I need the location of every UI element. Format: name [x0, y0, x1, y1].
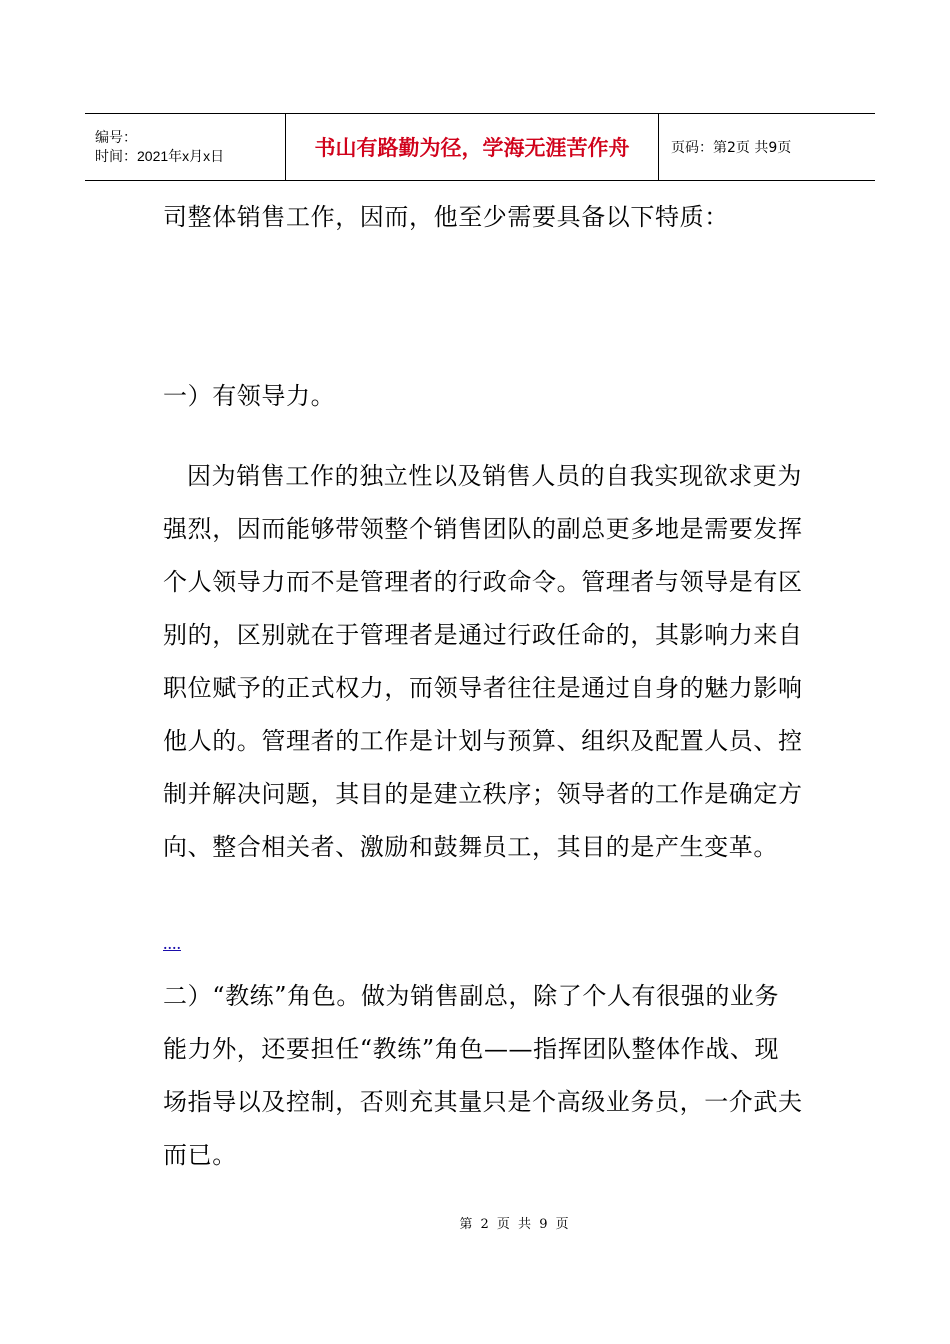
time-label: 时间：2021年x月x日 — [95, 148, 225, 164]
intro-text: 司整体销售工作，因而，他至少需要具备以下特质： — [163, 203, 729, 231]
section2-paragraph: 二）“教练”角色。做为销售副总，除了个人有很强的业务能力外，还要担任“教练”角色——指挥团队整体作战、现场指导以及控制，否则充其量只是个高级业务员，一介武夫而已。 — [163, 982, 803, 1169]
number-label: 编号： — [95, 129, 137, 145]
section1-title: 一）有领导力。 — [163, 382, 336, 410]
header-motto-cell — [286, 114, 659, 180]
header-page-info: 页码：第2页 共9页 — [671, 140, 792, 156]
page-footer — [0, 1213, 950, 1232]
intro-paragraph — [163, 191, 803, 244]
header-page-cell — [659, 114, 875, 180]
more-link[interactable]: .... — [163, 933, 181, 953]
section1-paragraph: 因为销售工作的独立性以及销售人员的自我实现欲求更为强烈，因而能够带领整个销售团队的副总更多地是需要发挥个人领导力而不是管理者的行政命令。管理者与领导是有区别的，区别就在于管理者是通过行政任命的，其影响力来自职位赋予的正式权力，而领导者往往是通过自身的魅力影响他人的。管理者的工作是计划与预算、组织及配置人员、控制并解决问题，其目的是建立秩序；领导者的工作是确定方向、整合相关者、激励和鼓舞员工，其目的是产生变革。 — [163, 462, 803, 861]
section2-body — [163, 970, 803, 1182]
footer-page-number: 第 2 页 共 9 页 — [459, 1217, 571, 1232]
header-meta-cell — [85, 114, 286, 180]
section1-heading — [163, 370, 803, 423]
section1-body — [163, 450, 803, 874]
motto-text: 书山有路勤为径，学海无涯苦作舟 — [314, 136, 630, 160]
document-header — [85, 113, 875, 181]
